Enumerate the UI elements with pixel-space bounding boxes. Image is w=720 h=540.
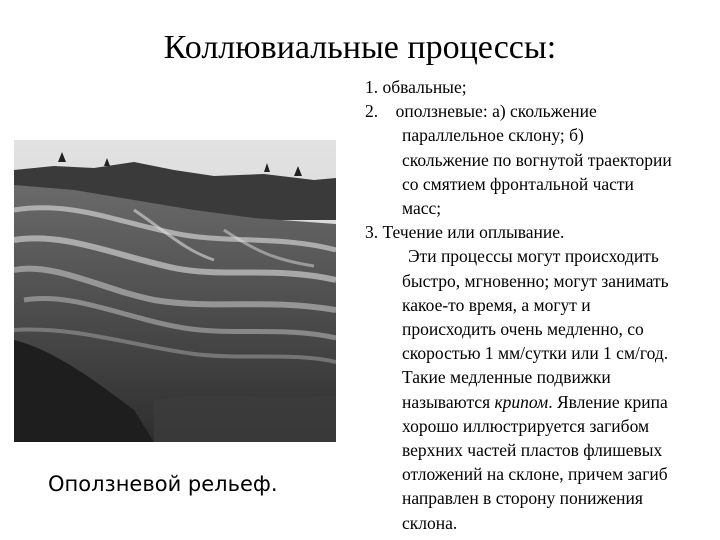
paragraph-line: направлен в сторону понижения bbox=[402, 488, 643, 509]
list-number: 1. bbox=[365, 77, 379, 97]
paragraph-text: . Явление крипа bbox=[548, 391, 668, 412]
list-item-2-line: со смятием фронтальной части bbox=[402, 173, 634, 194]
paragraph-line: склона. bbox=[402, 512, 458, 533]
paragraph-line: верхних частей пластов флишевых bbox=[402, 440, 663, 461]
list-item-2-line: скольжение по вогнутой траектории bbox=[402, 149, 672, 170]
photo-caption: Оползневой рельеф. bbox=[48, 472, 278, 496]
paragraph-line: какое-то время, а могут и bbox=[402, 294, 591, 315]
list-item-text: оползневые: а) скольжение bbox=[395, 101, 597, 122]
list-item-1 bbox=[365, 75, 720, 99]
list-item-2-line: параллельное склону; б) bbox=[402, 125, 584, 146]
paragraph-line bbox=[365, 390, 720, 414]
list-item-3: 3. Течение или оплывание. bbox=[365, 222, 565, 243]
process-list bbox=[365, 75, 720, 535]
paragraph-line: быстро, мгновенно; могут занимать bbox=[402, 270, 669, 291]
paragraph-line: происходить очень медленно, со bbox=[402, 319, 644, 340]
list-number: 2. bbox=[365, 101, 379, 122]
paragraph-line: хорошо иллюстрируется загибом bbox=[402, 415, 650, 436]
list-item-2-line: масс; bbox=[402, 198, 442, 219]
list-item-text: обвальные; bbox=[382, 77, 467, 97]
landslide-relief-photo bbox=[14, 140, 336, 442]
creep-term: крипом bbox=[494, 391, 549, 412]
paragraph-line: скоростью 1 мм/сутки или 1 см/год. bbox=[402, 343, 669, 364]
paragraph-line: Эти процессы могут происходить bbox=[408, 246, 659, 267]
paragraph-text: называются bbox=[402, 391, 491, 412]
list-item-2 bbox=[365, 99, 720, 123]
paragraph-line: отложений на склоне, причем загиб bbox=[402, 464, 668, 485]
slide-title: Коллювиальные процессы: bbox=[163, 29, 557, 66]
paragraph-line: Такие медленные подвижки bbox=[402, 367, 611, 388]
